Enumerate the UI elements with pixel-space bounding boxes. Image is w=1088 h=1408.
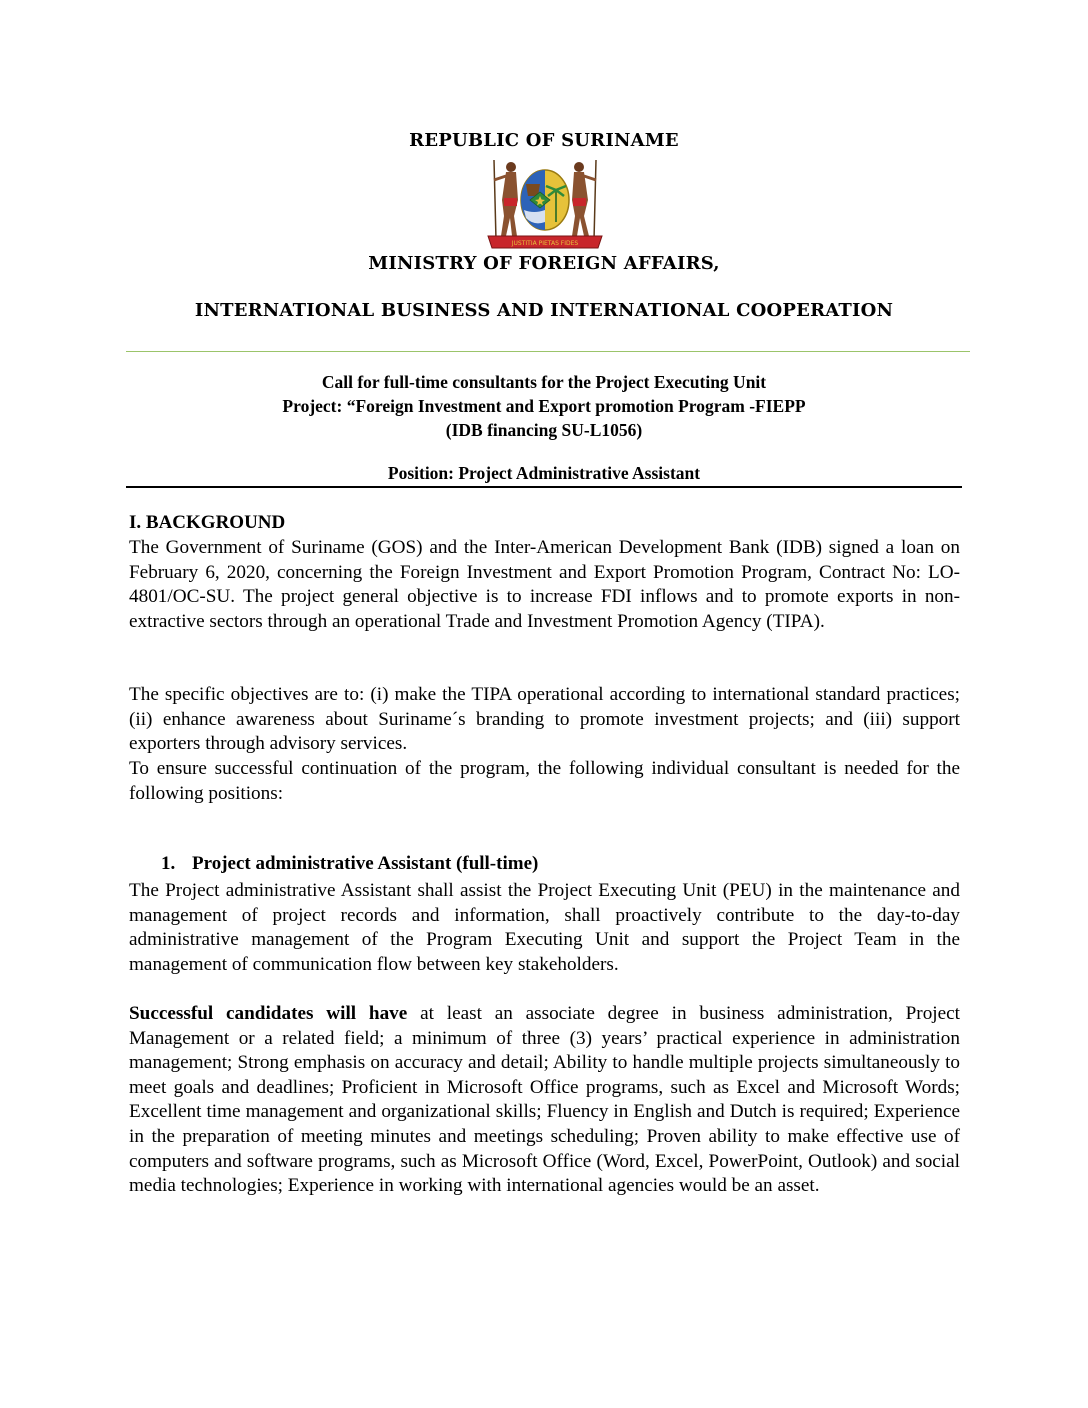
position-1-title: Project administrative Assistant (full-time) [192,853,539,874]
call-title-line3: (IDB financing SU-L1056) [445,420,643,440]
background-heading: I. BACKGROUND [129,512,286,533]
requirements-lead: Successful candidates will have [129,1003,408,1024]
republic-title: REPUBLIC OF SURINAME [409,130,679,151]
header-divider [126,351,970,352]
background-paragraph-2: The specific objectives are to: (i) make the TIPA operational according to international standard practices; (ii) enhance awareness about Suriname´s branding to promote investment projects; and (iii) support exporters through advisory services. [129,684,960,755]
background-paragraph-1: The Government of Suriname (GOS) and the Inter-American Development Bank (IDB) signed a loan on February 6, 2020, concerning the Foreign Investment and Export Promotion Program, Contract No: LO-4801/OC-SU. The project general objective is to increase FDI inflows and to promote exports in non-extractive sectors through an operational Trade and Investment Promotion Agency (TIPA). [129,537,960,632]
position-1-heading [161,853,538,875]
position-1-number: 1. [161,853,176,874]
ministry-title-line2: INTERNATIONAL BUSINESS AND INTERNATIONAL COOPERATION [194,300,894,321]
seal-motto: JUSTITIA PIETAS FIDES [511,240,579,247]
call-title-line1: Call for full-time consultants for the Project Executing Unit [321,372,767,392]
position-divider [126,486,962,488]
position-title: Position: Project Administrative Assistant [387,463,701,483]
position-1-description: The Project administrative Assistant shall assist the Project Executing Unit (PEU) in the maintenance and management of project records and information, shall proactively contribute to the day-to-day administrative management of the Program Executing Unit and support the Project Team in the management of communication flow between key stakeholders. [129,880,960,975]
requirements-text: at least an associate degree in business administration, Project Management or a related field; a minimum of three (3) years’ practical experience in administration management; Strong emphasis on accuracy and detail; Ability to handle multiple projects simultaneously to meet goals and deadlines; Proficient in Microsoft Office programs, such as Excel and Microsoft Words; Excellent time management and organizational skills; Fluency in English and Dutch is required; Experience in the preparation of meeting minutes and meetings scheduling; Proven ability to make effective use of computers and software programs, such as Microsoft Office (Word, Excel, PowerPoint, Outlook) and social media technologies; Experience in working with international agencies would be an asset. [129,1003,960,1197]
coat-of-arms-seal [484,156,606,252]
position-1-requirements [129,1002,960,1199]
call-title-line2: Project: “Foreign Investment and Export promotion Program -FIEPP [282,396,806,416]
background-paragraph-3: To ensure successful continuation of the program, the following individual consultant is needed for the following positions: [129,758,960,804]
ministry-title-line1: MINISTRY OF FOREIGN AFFAIRS, [368,253,720,274]
